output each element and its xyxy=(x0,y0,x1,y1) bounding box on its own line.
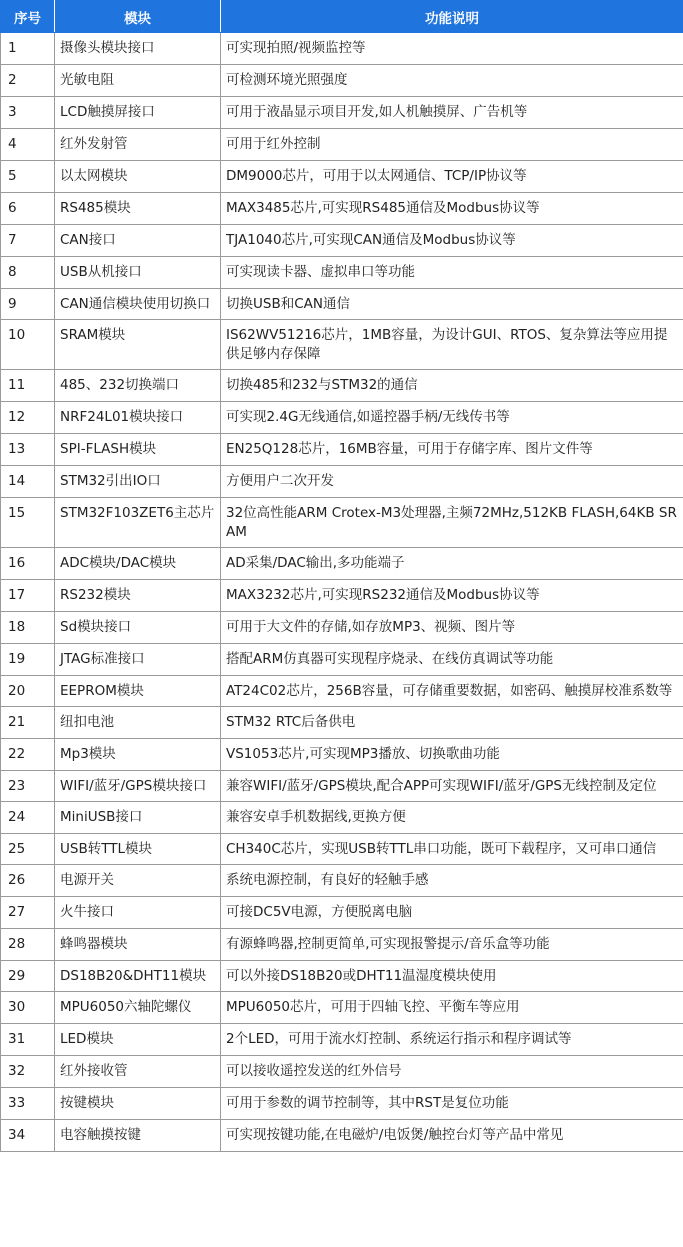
row-module: USB从机接口 xyxy=(55,257,221,289)
row-no: 17 xyxy=(1,580,55,612)
row-no: 26 xyxy=(1,865,55,897)
table-row xyxy=(1,676,683,707)
row-module: 红外接收管 xyxy=(55,1056,221,1088)
table-row xyxy=(1,129,683,161)
row-no: 21 xyxy=(1,707,55,739)
row-no: 23 xyxy=(1,771,55,802)
table-row xyxy=(1,612,683,644)
row-module: EEPROM模块 xyxy=(55,676,221,707)
table-row xyxy=(1,644,683,676)
row-no: 16 xyxy=(1,548,55,580)
row-no: 32 xyxy=(1,1056,55,1088)
row-no: 12 xyxy=(1,402,55,434)
row-module: MiniUSB接口 xyxy=(55,802,221,834)
table-row xyxy=(1,320,683,370)
table-row xyxy=(1,225,683,257)
row-no: 13 xyxy=(1,434,55,466)
row-no: 9 xyxy=(1,289,55,320)
row-module: USB转TTL模块 xyxy=(55,834,221,865)
row-no: 34 xyxy=(1,1120,55,1152)
row-no: 24 xyxy=(1,802,55,834)
table-row xyxy=(1,897,683,929)
row-no: 30 xyxy=(1,992,55,1024)
table-row xyxy=(1,33,683,65)
row-module: 电源开关 xyxy=(55,865,221,897)
row-no: 29 xyxy=(1,961,55,992)
row-desc: 兼容安卓手机数据线,更换方便 xyxy=(221,802,683,834)
table-row xyxy=(1,498,683,548)
row-module: LED模块 xyxy=(55,1024,221,1056)
row-desc: MAX3485芯片,可实现RS485通信及Modbus协议等 xyxy=(221,193,683,225)
row-module: Mp3模块 xyxy=(55,739,221,771)
row-desc: AT24C02芯片，256B容量，可存储重要数据，如密码、触摸屏校准系数等 xyxy=(221,676,683,707)
row-module: SRAM模块 xyxy=(55,320,221,370)
row-module: WIFI/蓝牙/GPS模块接口 xyxy=(55,771,221,802)
table-row xyxy=(1,771,683,802)
table-row xyxy=(1,834,683,865)
row-desc: 搭配ARM仿真器可实现程序烧录、在线仿真调试等功能 xyxy=(221,644,683,676)
table-row xyxy=(1,865,683,897)
row-module: MPU6050六轴陀螺仪 xyxy=(55,992,221,1024)
row-desc: 可以接收遥控发送的红外信号 xyxy=(221,1056,683,1088)
row-module: SPI-FLASH模块 xyxy=(55,434,221,466)
table-row xyxy=(1,289,683,320)
row-desc: 可用于液晶显示项目开发,如人机触摸屏、广告机等 xyxy=(221,97,683,129)
row-desc: 系统电源控制，有良好的轻触手感 xyxy=(221,865,683,897)
row-module: RS485模块 xyxy=(55,193,221,225)
table-row xyxy=(1,97,683,129)
row-desc: 2个LED，可用于流水灯控制、系统运行指示和程序调试等 xyxy=(221,1024,683,1056)
row-desc: AD采集/DAC输出,多功能端子 xyxy=(221,548,683,580)
row-no: 22 xyxy=(1,739,55,771)
table-row xyxy=(1,707,683,739)
row-desc: 可接DC5V电源，方便脱离电脑 xyxy=(221,897,683,929)
table-header-row xyxy=(1,1,683,33)
table-row xyxy=(1,548,683,580)
table-row xyxy=(1,257,683,289)
row-module: 火牛接口 xyxy=(55,897,221,929)
row-no: 27 xyxy=(1,897,55,929)
row-no: 25 xyxy=(1,834,55,865)
row-no: 33 xyxy=(1,1088,55,1120)
row-desc: TJA1040芯片,可实现CAN通信及Modbus协议等 xyxy=(221,225,683,257)
row-desc: 32位高性能ARM Crotex-M3处理器,主频72MHz,512KB FLASH,64KB SRAM xyxy=(221,498,683,548)
row-module: 摄像头模块接口 xyxy=(55,33,221,65)
row-no: 18 xyxy=(1,612,55,644)
row-no: 20 xyxy=(1,676,55,707)
row-desc: 可用于大文件的存储,如存放MP3、视频、图片等 xyxy=(221,612,683,644)
table-row xyxy=(1,193,683,225)
header-module: 模块 xyxy=(55,1,221,33)
row-desc: 兼容WIFI/蓝牙/GPS模块,配合APP可实现WIFI/蓝牙/GPS无线控制及定位 xyxy=(221,771,683,802)
row-module: 电容触摸按键 xyxy=(55,1120,221,1152)
row-desc: 可实现2.4G无线通信,如遥控器手柄/无线传书等 xyxy=(221,402,683,434)
table-row xyxy=(1,1024,683,1056)
table-row xyxy=(1,739,683,771)
row-module: 红外发射管 xyxy=(55,129,221,161)
row-desc: VS1053芯片,可实现MP3播放、切换歌曲功能 xyxy=(221,739,683,771)
row-desc: IS62WV51216芯片，1MB容量，为设计GUI、RTOS、复杂算法等应用提供足够内存保障 xyxy=(221,320,683,370)
row-no: 28 xyxy=(1,929,55,961)
table-row xyxy=(1,434,683,466)
row-module: RS232模块 xyxy=(55,580,221,612)
row-desc: 可实现读卡器、虚拟串口等功能 xyxy=(221,257,683,289)
row-module: 485、232切换端口 xyxy=(55,370,221,402)
row-no: 10 xyxy=(1,320,55,370)
row-module: LCD触摸屏接口 xyxy=(55,97,221,129)
row-module: CAN通信模块使用切换口 xyxy=(55,289,221,320)
row-no: 4 xyxy=(1,129,55,161)
row-module: STM32F103ZET6主芯片 xyxy=(55,498,221,548)
row-module: DS18B20&DHT11模块 xyxy=(55,961,221,992)
row-no: 3 xyxy=(1,97,55,129)
row-no: 14 xyxy=(1,466,55,498)
row-module: ADC模块/DAC模块 xyxy=(55,548,221,580)
table-row xyxy=(1,370,683,402)
row-module: 光敏电阻 xyxy=(55,65,221,97)
header-desc: 功能说明 xyxy=(221,1,683,33)
row-module: JTAG标准接口 xyxy=(55,644,221,676)
row-no: 5 xyxy=(1,161,55,193)
table-row xyxy=(1,802,683,834)
row-module: NRF24L01模块接口 xyxy=(55,402,221,434)
row-module: 按键模块 xyxy=(55,1088,221,1120)
row-desc: 可实现拍照/视频监控等 xyxy=(221,33,683,65)
row-desc: 切换USB和CAN通信 xyxy=(221,289,683,320)
header-no: 序号 xyxy=(1,1,55,33)
row-module: CAN接口 xyxy=(55,225,221,257)
row-desc: 方便用户二次开发 xyxy=(221,466,683,498)
row-desc: MAX3232芯片,可实现RS232通信及Modbus协议等 xyxy=(221,580,683,612)
table-row xyxy=(1,580,683,612)
row-desc: 切换485和232与STM32的通信 xyxy=(221,370,683,402)
row-no: 11 xyxy=(1,370,55,402)
table-row xyxy=(1,1120,683,1152)
table-row xyxy=(1,1056,683,1088)
row-module: Sd模块接口 xyxy=(55,612,221,644)
row-no: 15 xyxy=(1,498,55,548)
row-desc: CH340C芯片，实现USB转TTL串口功能，既可下载程序，又可串口通信 xyxy=(221,834,683,865)
row-module: 纽扣电池 xyxy=(55,707,221,739)
row-no: 8 xyxy=(1,257,55,289)
row-desc: MPU6050芯片，可用于四轴飞控、平衡车等应用 xyxy=(221,992,683,1024)
row-desc: 可以外接DS18B20或DHT11温湿度模块使用 xyxy=(221,961,683,992)
table-row xyxy=(1,466,683,498)
table-row xyxy=(1,929,683,961)
row-module: STM32引出IO口 xyxy=(55,466,221,498)
row-desc: STM32 RTC后备供电 xyxy=(221,707,683,739)
row-no: 1 xyxy=(1,33,55,65)
table-row xyxy=(1,992,683,1024)
row-module: 蜂鸣器模块 xyxy=(55,929,221,961)
table-row xyxy=(1,161,683,193)
row-no: 31 xyxy=(1,1024,55,1056)
row-desc: 有源蜂鸣器,控制更简单,可实现报警提示/音乐盒等功能 xyxy=(221,929,683,961)
row-desc: EN25Q128芯片，16MB容量，可用于存储字库、图片文件等 xyxy=(221,434,683,466)
row-no: 6 xyxy=(1,193,55,225)
row-no: 2 xyxy=(1,65,55,97)
row-no: 19 xyxy=(1,644,55,676)
row-no: 7 xyxy=(1,225,55,257)
table-row xyxy=(1,961,683,992)
row-desc: 可检测环境光照强度 xyxy=(221,65,683,97)
row-desc: 可实现按键功能,在电磁炉/电饭煲/触控台灯等产品中常见 xyxy=(221,1120,683,1152)
row-desc: 可用于红外控制 xyxy=(221,129,683,161)
row-desc: DM9000芯片，可用于以太网通信、TCP/IP协议等 xyxy=(221,161,683,193)
table-row xyxy=(1,1088,683,1120)
table-row xyxy=(1,65,683,97)
row-module: 以太网模块 xyxy=(55,161,221,193)
row-desc: 可用于参数的调节控制等，其中RST是复位功能 xyxy=(221,1088,683,1120)
table-row xyxy=(1,402,683,434)
